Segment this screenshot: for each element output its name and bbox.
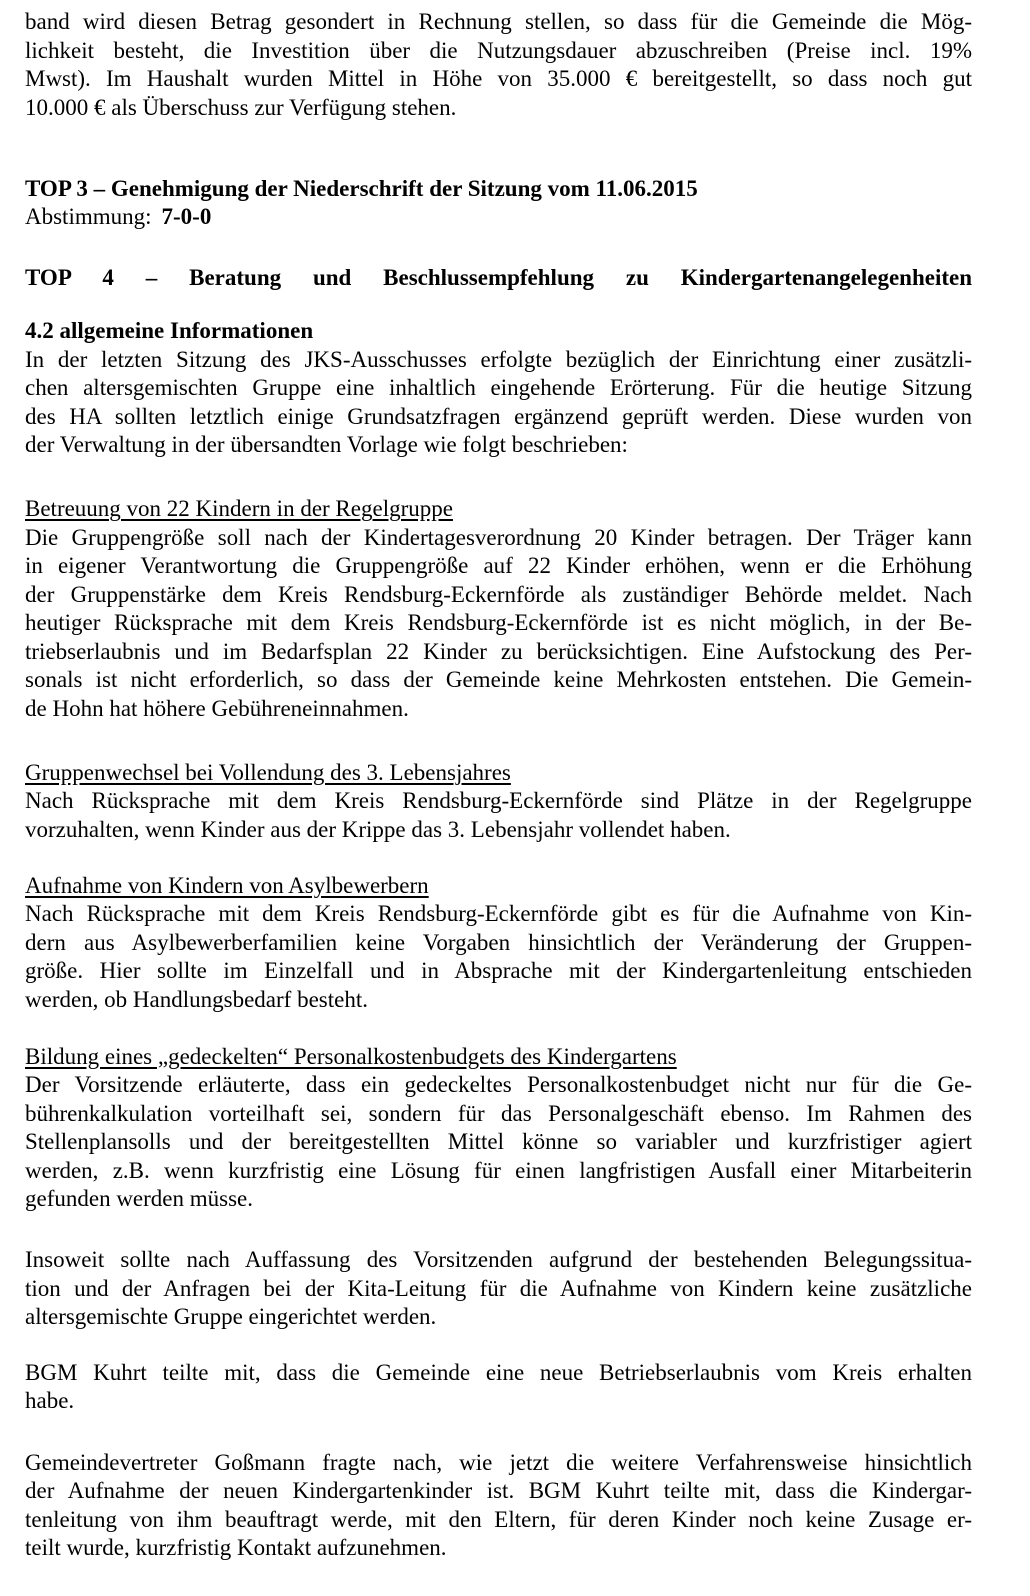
- text-line: dern aus Asylbewerberfamilien keine Vorgaben hinsichtlich der Veränderung der Gruppen-: [25, 929, 972, 955]
- text-line: Nach Rücksprache mit dem Kreis Rendsburg-Eckernförde gibt es für die Aufnahme von Kin-: [25, 901, 972, 927]
- subheading-gruppenwechsel: Gruppenwechsel bei Vollendung des 3. Lebensjahres: [25, 759, 511, 785]
- text-line: altersgemischte Gruppe eingerichtet werden.: [25, 1304, 437, 1330]
- paragraph-betreuung-regelgruppe: [25, 524, 972, 724]
- heading-top4: TOP 4 – Beratung und Beschlussempfehlung zu Kindergartenangelegenheiten: [25, 265, 972, 291]
- text-line: werden, z.B. wenn kurzfristig eine Lösung für einen langfristigen Ausfall einer Mitarbeiterin: [25, 1157, 972, 1183]
- text-line: Der Vorsitzende erläuterte, dass ein gedeckeltes Personalkostenbudget nicht nur für die Ge-: [25, 1072, 972, 1098]
- text-line: tion und der Anfragen bei der Kita-Leitung für die Aufnahme von Kindern keine zusätzliche: [25, 1275, 972, 1301]
- heading-4-2-allgemeine-informationen: 4.2 allgemeine Informationen: [25, 318, 314, 344]
- text-line: Insoweit sollte nach Auffassung des Vorsitzenden aufgrund der bestehenden Belegungssitua-: [25, 1247, 972, 1273]
- text-line: sonals ist nicht erforderlich, so dass der Gemeinde keine Mehrkosten entstehen. Die Gemein-: [25, 667, 972, 693]
- text-line: in eigener Verantwortung die Gruppengröße auf 22 Kinder erhöhen, wenn er die Erhöhung: [25, 553, 972, 579]
- text-line: tenleitung von ihm beauftragt werde, mit den Eltern, für deren Kinder noch keine Zusage er-: [25, 1506, 972, 1532]
- paragraph-haushalt: [25, 8, 972, 122]
- vote-line-abstimmung: [25, 203, 972, 232]
- paragraph-personalkostenbudget: [25, 1071, 972, 1214]
- heading-top3: TOP 3 – Genehmigung der Niederschrift der Sitzung vom 11.06.2015: [25, 175, 698, 201]
- text-line: größe. Hier sollte im Einzelfall und in Absprache mit der Kindergartenleitung entschieden: [25, 958, 972, 984]
- text-line: 10.000 € als Überschuss zur Verfügung stehen.: [25, 94, 457, 120]
- text-line: chen altersgemischten Gruppe eine inhaltlich eingehende Erörterung. Für die heutige Sitzung: [25, 375, 972, 401]
- text-line: Gemeindevertreter Goßmann fragte nach, wie jetzt die weitere Verfahrensweise hinsichtlich: [25, 1449, 972, 1475]
- text-line: gefunden werden müsse.: [25, 1186, 254, 1212]
- text-line: teilt wurde, kurzfristig Kontakt aufzunehmen.: [25, 1535, 447, 1561]
- paragraph-insoweit: [25, 1246, 972, 1332]
- text-line: Stellenplansolls und der bereitgestellten Mittel könne so variabler und kurzfristiger agiert: [25, 1129, 972, 1155]
- text-line: habe.: [25, 1388, 75, 1414]
- paragraph-aufnahme-asylbewerber: [25, 900, 972, 1014]
- text-line: heutiger Rücksprache mit dem Kreis Rendsburg-Eckernförde ist es nicht möglich, in der Be-: [25, 610, 972, 636]
- text-line: triebserlaubnis und im Bedarfsplan 22 Kinder zu berücksichtigen. Eine Aufstockung des Per-: [25, 638, 972, 664]
- text-line: Die Gruppengröße soll nach der Kindertagesverordnung 20 Kinder betragen. Der Träger kann: [25, 524, 972, 550]
- text-line: werden, ob Handlungsbedarf besteht.: [25, 986, 368, 1012]
- text-line: Nach Rücksprache mit dem Kreis Rendsburg-Eckernförde sind Plätze in der Regelgruppe: [25, 788, 972, 814]
- vote-result: 7-0-0: [161, 204, 212, 230]
- text-line: vorzuhalten, wenn Kinder aus der Krippe das 3. Lebensjahr vollendet haben.: [25, 816, 731, 842]
- paragraph-bgm-kuhrt: [25, 1359, 972, 1416]
- text-line: der Aufnahme der neuen Kindergartenkinder ist. BGM Kuhrt teilte mit, dass die Kindergar-: [25, 1478, 972, 1504]
- document-body: [25, 8, 972, 1563]
- text-line: der Verwaltung in der übersandten Vorlage wie folgt beschrieben:: [25, 432, 628, 458]
- text-line: bührenkalkulation vorteilhaft sei, sondern für das Personalgeschäft ebenso. Im Rahmen des: [25, 1100, 972, 1126]
- text-line: band wird diesen Betrag gesondert in Rechnung stellen, so dass für die Gemeinde die Mög-: [25, 9, 972, 34]
- text-line: Mwst). Im Haushalt wurden Mittel in Höhe von 35.000 € bereitgestellt, so dass noch gut: [25, 66, 972, 91]
- text-line: de Hohn hat höhere Gebühreneinnahmen.: [25, 695, 409, 721]
- paragraph-gruppenwechsel: [25, 787, 972, 844]
- text-line: BGM Kuhrt teilte mit, dass die Gemeinde eine neue Betriebserlaubnis vom Kreis erhalten: [25, 1359, 972, 1385]
- text-line: des HA sollten letztlich einige Grundsatzfragen ergänzend geprüft werden. Diese wurden von: [25, 403, 972, 429]
- text-line: der Gruppenstärke dem Kreis Rendsburg-Eckernförde als zuständiger Behörde meldet. Nach: [25, 581, 972, 607]
- text-line: In der letzten Sitzung des JKS-Ausschusses erfolgte bezüglich der Einrichtung einer zusätzli-: [25, 346, 972, 372]
- vote-label: Abstimmung:: [25, 204, 152, 230]
- text-line: lichkeit besteht, die Investition über die Nutzungsdauer abzuschreiben (Preise incl. 19%: [25, 37, 972, 63]
- subheading-aufnahme-asylbewerber: Aufnahme von Kindern von Asylbewerbern: [25, 872, 429, 898]
- subheading-betreuung-regelgruppe: Betreuung von 22 Kindern in der Regelgruppe: [25, 496, 453, 522]
- subheading-personalkostenbudget: Bildung eines „gedeckelten“ Personalkostenbudgets des Kindergartens: [25, 1043, 677, 1069]
- paragraph-gossmann: [25, 1449, 972, 1563]
- paragraph-intro-jks: [25, 346, 972, 460]
